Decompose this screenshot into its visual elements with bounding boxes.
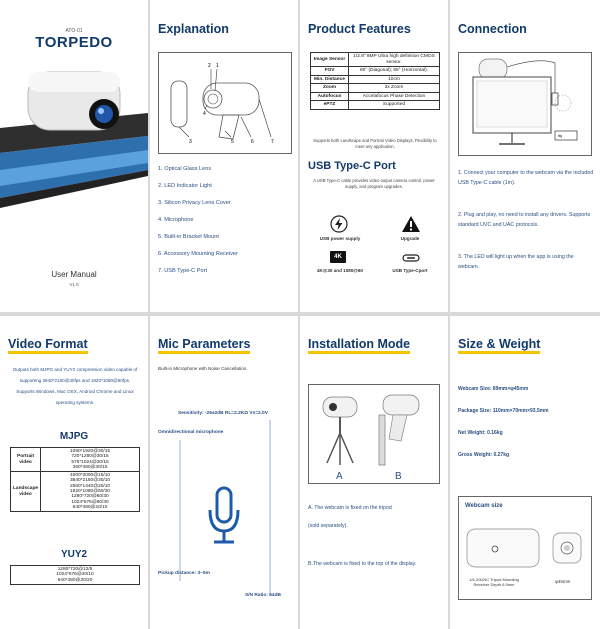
- pickup-label: Pickup distance: 3~5m: [158, 571, 210, 576]
- table-row: 1280*720@12/5 1024*576@20/10 640*480@30/20: [11, 566, 140, 585]
- video-format-page: [0, 316, 148, 629]
- cover-page: [0, 0, 148, 312]
- table-row: Autofocus Accelafocus Phase Detection: [311, 92, 440, 101]
- webcam-size-box: [458, 496, 592, 600]
- 4k-badge-icon: 4K: [330, 251, 346, 263]
- list-item: 6. Accessory Mounting Receiver: [158, 251, 238, 257]
- install-text-b: B.The webcam is fixed to the top of the display.: [308, 561, 417, 567]
- video-format-title: Video Format: [8, 338, 88, 354]
- table-row: Image Sensor 1/2.8" 8MP Ultra high definition CMOS sensor.: [311, 53, 440, 67]
- connection-diagram: [459, 53, 591, 155]
- feature-label: 4K@30 and 1080@60: [317, 268, 363, 273]
- usb-c-icon: [402, 253, 420, 263]
- callout-3: 3: [189, 139, 192, 145]
- spec-net-weight: Net Weight: 0.16kg: [458, 430, 503, 436]
- parts-list: [158, 165, 296, 284]
- connection-step-2: 2. Plug and play, no need to install any drivers. Supports standard UVC and UAC protocols.: [458, 212, 591, 228]
- features-title: Product Features: [308, 22, 411, 36]
- installation-diagram-box: [308, 384, 440, 484]
- installation-diagram: [309, 385, 439, 483]
- omni-label: Omnidirectional microphone: [158, 430, 224, 435]
- connection-step-3: 3. The LED will light up when the app is using the webcam.: [458, 254, 574, 270]
- spec-table: [310, 52, 440, 110]
- mjpg-title: MJPG: [59, 431, 89, 442]
- connection-page: [450, 0, 600, 312]
- callout-6: 6: [251, 139, 254, 145]
- feature-label: USB Type-Cport: [392, 268, 428, 273]
- svg-text:⇋: ⇋: [558, 134, 563, 140]
- snr-label: S/N Ratio: 64dB: [245, 593, 281, 598]
- user-manual-label: User Manual: [51, 270, 97, 279]
- explanation-title: Explanation: [158, 22, 229, 36]
- upgrade-warning-icon: [401, 215, 421, 233]
- features-page: [300, 0, 448, 312]
- label-a: A: [336, 471, 343, 482]
- list-item: 7. USB Type-C Port: [158, 268, 208, 274]
- mic-description: Built-in Microphone with Noise Cancellation.: [158, 366, 248, 371]
- install-text-a2: (sold separately).: [308, 523, 348, 529]
- usb-description: A USB Type-C cable provides video output camera control, power supply, and program upgrades.: [313, 178, 435, 189]
- installation-page: [300, 316, 448, 629]
- list-item: 3. Silicon Privacy Lens Cover: [158, 200, 231, 206]
- install-text-a: A. The webcam is fixed on the tripod: [308, 505, 392, 511]
- connection-step-1: 1. Connect your computer to the webcam via the included USB Type-C cable (1m).: [458, 170, 594, 186]
- size-weight-page: [450, 316, 600, 629]
- explanation-diagram-box: [158, 52, 292, 154]
- connection-title: Connection: [458, 22, 527, 36]
- yuy2-table: [10, 565, 140, 585]
- list-item: 1. Optical Glass Lens: [158, 166, 212, 172]
- callout-1: 1: [216, 63, 219, 69]
- list-item: 2. LED Indicator Light: [158, 183, 212, 189]
- orientation-note: Supports both Landscape and Portrait Video Displays, Flexibility to meet any application.: [313, 138, 437, 149]
- tripod-mount-note: 1/4-20UNC Tripod Mounting Receiver Depth 6.0mm: [469, 577, 519, 587]
- callout-7: 7: [271, 139, 274, 145]
- mic-page: [150, 316, 298, 629]
- model-number: ATO-01: [65, 28, 83, 34]
- spec-gross-weight: Gross Weight: 0.27kg: [458, 452, 510, 458]
- spec-webcam-size: Webcam Size: 89mm×φ45mm: [458, 386, 529, 392]
- version-label: V1.0: [69, 282, 79, 287]
- yuy2-title: YUY2: [60, 549, 88, 560]
- installation-title: Installation Mode: [308, 338, 410, 354]
- callout-2: 2: [208, 63, 211, 69]
- microphone-diagram: [158, 416, 294, 616]
- table-row: FOV 80° (Diagonal); 65° (Horizontal).: [311, 67, 440, 76]
- spec-package-size: Package Size: 110mm×70mm×93.5mm: [458, 408, 549, 414]
- table-row: ePTZ Supported: [311, 101, 440, 110]
- callout-5: 5: [231, 139, 234, 145]
- connection-diagram-box: [458, 52, 592, 156]
- power-bolt-icon: [330, 215, 348, 233]
- webcam-exploded-diagram: [159, 53, 291, 153]
- table-row: Portrait video 1080*1920@30/15 720*1280@30/15 576*1024@30/15 360*480@30/15: [11, 448, 140, 472]
- feature-label: USB power supply: [319, 236, 361, 241]
- mic-title: Mic Parameters: [158, 338, 250, 354]
- explanation-page: [150, 0, 298, 312]
- list-item: 5. Built-in Bracket Mount: [158, 234, 219, 240]
- cover-webcam-illustration: [0, 58, 148, 208]
- table-row: Min. Distance 10cm: [311, 75, 440, 84]
- diameter-label: φ45mm: [555, 579, 571, 584]
- mjpg-table: [10, 447, 140, 512]
- brand-title: TORPEDO: [35, 34, 113, 51]
- sensitivity-label: Sensitivity: -26±2dB RL=2.2KΩ Vs=2.0V: [178, 411, 268, 416]
- webcam-size-title: Webcam size: [465, 503, 503, 509]
- table-row: Zoom 3x Zoom: [311, 84, 440, 93]
- feature-label: Upgrade: [400, 236, 420, 241]
- size-weight-title: Size & Weight: [458, 338, 540, 354]
- list-item: 4. Microphone: [158, 217, 194, 223]
- callout-4: 4: [203, 111, 206, 117]
- usb-title: USB Type-C Port: [308, 160, 396, 172]
- table-row: Landscape video 4000*3000@15/10 3840*2160@30/10 2560*1440@20/10 1920*1080@60/30 1280*720@60/30 1024*576@60/30 640*480@20/10: [11, 472, 140, 512]
- label-b: B: [395, 471, 402, 482]
- video-format-description: Outputs both MJPG and YUY2 compression video capable of supporting 3840*2160@30fps and 1920*1080@60fps. Supports Windows, Mac OSX, Android Chrome and Linux operating systems.: [12, 367, 138, 405]
